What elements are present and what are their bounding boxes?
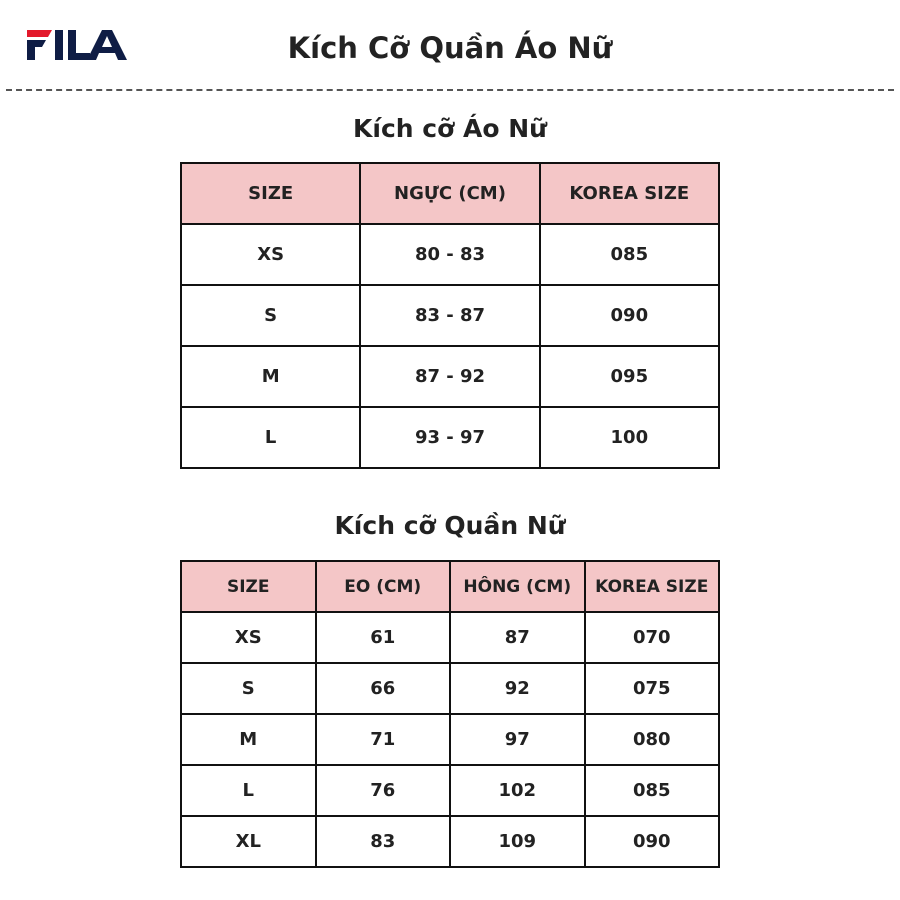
column-header: KOREA SIZE [585,561,720,612]
table-cell: M [181,714,316,765]
table-row [181,816,719,867]
table-cell: M [181,346,360,407]
column-header: SIZE [181,561,316,612]
top-size-table [180,162,720,469]
table-cell: 085 [540,224,719,285]
table-cell: 070 [585,612,720,663]
table-cell: 76 [316,765,451,816]
table-row [181,285,719,346]
table-row [181,714,719,765]
column-header: SIZE [181,163,360,224]
table-row [181,346,719,407]
table-cell: 92 [450,663,585,714]
table-cell: 87 - 92 [360,346,539,407]
table-cell: 095 [540,346,719,407]
bottom-size-chart-title: Kích cỡ Quần Nữ [334,511,566,540]
page-title: Kích Cỡ Quần Áo Nữ [287,31,613,65]
column-header: NGỰC (CM) [360,163,539,224]
table-cell: 080 [585,714,720,765]
table-cell: 61 [316,612,451,663]
table-cell: XS [181,612,316,663]
table-row [181,224,719,285]
table-cell: XS [181,224,360,285]
table-cell: 102 [450,765,585,816]
table-cell: 085 [585,765,720,816]
table-cell: L [181,407,360,468]
table-cell: 075 [585,663,720,714]
table-cell: S [181,285,360,346]
table-cell: 83 - 87 [360,285,539,346]
table-cell: XL [181,816,316,867]
table-row [181,407,719,468]
table-header-row [181,561,719,612]
table-cell: 71 [316,714,451,765]
column-header: KOREA SIZE [540,163,719,224]
table-header-row [181,163,719,224]
column-header: HÔNG (CM) [450,561,585,612]
table-cell: 97 [450,714,585,765]
table-row [181,612,719,663]
table-cell: L [181,765,316,816]
dashed-divider [6,89,894,91]
table-cell: 109 [450,816,585,867]
table-cell: 87 [450,612,585,663]
table-cell: 100 [540,407,719,468]
bottom-size-table [180,560,720,868]
table-cell: 80 - 83 [360,224,539,285]
table-cell: 090 [540,285,719,346]
table-cell: 090 [585,816,720,867]
top-size-chart-title: Kích cỡ Áo Nữ [353,114,547,143]
table-cell: 93 - 97 [360,407,539,468]
table-row [181,663,719,714]
table-row [181,765,719,816]
table-cell: 83 [316,816,451,867]
table-cell: 66 [316,663,451,714]
column-header: EO (CM) [316,561,451,612]
table-cell: S [181,663,316,714]
